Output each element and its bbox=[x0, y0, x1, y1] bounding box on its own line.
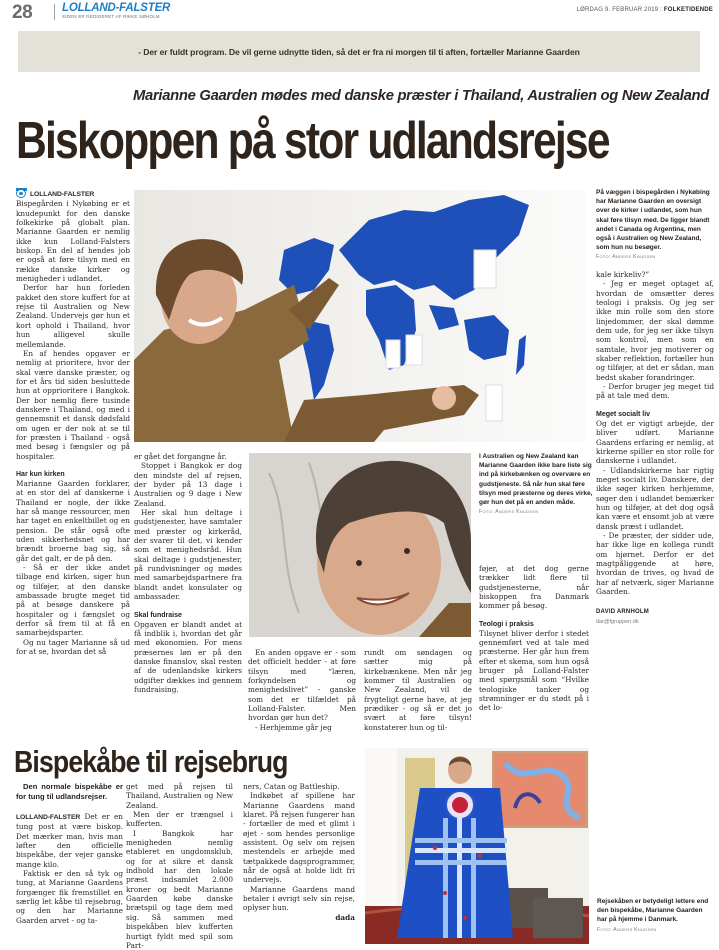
article1-column-4 bbox=[364, 648, 472, 732]
subheading: Har kun kirken bbox=[16, 470, 65, 478]
paragraph: kale kirkeliv?” bbox=[596, 270, 650, 279]
article2-lead: Den normale bispekåbe er for tung til udlandsrejser. bbox=[16, 782, 123, 801]
photo-bishop-portrait bbox=[249, 453, 471, 637]
paragraph: Stoppet i Bangkok er dog den mindste del af rejsen, der byder på 13 dage i Australien og 9 dage i New Zealand. bbox=[134, 461, 242, 508]
article2-headline: Bispekåbe til rejsebrug bbox=[14, 744, 288, 779]
paragraph: Indkøbet af spillene har Marianne Gaardens mand klaret. På rejsen fungerer han - fortæller de med et glimt i øjet - som hendes personlige assistent. Og selv om rejsen mestendels er arbejde med tætpakkede dagsprogrammer, når de også at holde lidt fri undervejs. bbox=[243, 791, 355, 885]
dateline: LOLLAND-FALSTER bbox=[30, 191, 95, 198]
article1-column-1 bbox=[16, 188, 130, 657]
section-logo-icon bbox=[16, 188, 27, 197]
paragraph: Derfor har hun forleden pakket den store kuffert for at rejse til Australien og New Zealand. Undervejs gør hun et kort ophold i Thailand, hvor hun alligevel skulle mellemlande. bbox=[16, 283, 130, 349]
author-signature: dada bbox=[335, 912, 355, 922]
paragraph: I Bangkok har menigheden nemlig etableret en ungdomsklub, og for at sikre et dansk indhold har den lokale præst indsamlet 2.000 kroner og bedt Marianne Gaarden købe danske brætspil og tage dem med sig. Så sammen med bispekåben blev kufferten hurtigt fyldt med spil som Part- bbox=[126, 828, 233, 950]
paragraph: Her skal hun deltage i gudstjenester, have samtaler med præster og kirkeråd, der svarer til det, vi kender som et menighedsråd. Hun skal deltage i gudstjenester, på rundvisninger og mødes med samarbejdspartnere fra blandt andet konsulater og ambassader. bbox=[134, 508, 242, 602]
paragraph: Marianne Gaardens mand betaler i øvrigt selv sin rejse, oplyser hun. bbox=[243, 884, 355, 913]
world-map-photo-illustration bbox=[134, 190, 586, 442]
subheading: Skal fundraise bbox=[134, 611, 182, 619]
pull-quote-bar bbox=[18, 31, 700, 72]
photo-credit: Foto: Anders Knudsen bbox=[597, 926, 657, 933]
paragraph: - Herhjemme går jeg bbox=[255, 722, 332, 732]
paragraph: - De præster, der sidder ude, har ikke lige en kollega rundt om hjørnet. Derfor er det magtpåliggende at høre, hvordan de trives, og hvad de har af netværk, siger Marianne Gaarden. bbox=[596, 530, 714, 596]
dateline: LOLLAND-FALSTER bbox=[16, 814, 81, 821]
paragraph: En anden opgave er - som det officielt hedder - at føre tilsyn med “læren, forkyndelsen og menighedslivet” - ganske som det er tilfældet på Lolland-Falster. Men hvordan gør hun det? bbox=[248, 648, 356, 723]
cape-photo-illustration bbox=[365, 748, 589, 944]
paragraph: - Så er der ikke andet tilbage end kirken, siger hun og tilføjer, at den danske ambassade brugte meget tid på at besøge danskere på hospitaler og i fængslet og derfor så frem til at få en samarbejdsparter. bbox=[16, 563, 130, 638]
lead-paragraph: LOLLAND-FALSTER Bispegården i Nykøbing er et knudepunkt for den danske folkekirke på globalt plan. Marianne Gaarden er nemlig ikke kun Lolland-Falsters biskop. En del af hendes job er også at føre tilsyn med en række danske kirker og menigheder i udlandet. bbox=[16, 188, 130, 283]
publication-name: FOLKETIDENDE bbox=[663, 7, 713, 13]
paragraph: Men der er trængsel i kufferten. bbox=[126, 810, 233, 829]
portrait-photo-illustration bbox=[249, 453, 471, 637]
photo-travel-cape bbox=[365, 748, 589, 944]
article-headline: Biskoppen på stor udlandsrejse bbox=[16, 112, 609, 170]
article1-column-6 bbox=[596, 270, 714, 627]
paragraph: Faktisk er den så tyk og tung, at Marianne Gaardens forgænger fik fremstillet en særlig let kåbe til rejsebrug, og den har Marianne Gaarden arvet - og ta- bbox=[16, 869, 123, 925]
article1-column-3 bbox=[248, 648, 356, 732]
section-name: LOLLAND-FALSTER bbox=[62, 2, 171, 14]
article2-column-1 bbox=[16, 782, 123, 925]
issue-date: LØRDAG 9. FEBRUAR 2019 bbox=[576, 7, 659, 13]
paragraph: - Udlandskirkerne har rigtig meget socialt liv. Danskere, der ikke søger kirken herhjemme, søger den i udlandet bemærker hun og tilføjer, at det dog også kan være et ensomt job at være dansk præst i udlandet. bbox=[596, 465, 714, 531]
article1-column-2 bbox=[134, 452, 242, 694]
paragraph: get med på rejsen til Thailand, Australien og New Zealand. bbox=[126, 782, 233, 810]
subheading: Teologi i praksis bbox=[479, 620, 534, 628]
article-kicker: Marianne Gaarden mødes med danske præster i Thailand, Australien og New Zealand bbox=[132, 88, 709, 104]
lead-paragraph: LOLLAND-FALSTER Det er en tung post at være biskop. Det mærker man, hvis man løfter den officielle bispekåbe, der vejer ganske mange kilo. bbox=[16, 812, 123, 869]
paragraph: - Jeg er meget optaget af, hvordan de omsætter deres teologi i praksis. Og jeg ser ikke min rolle som den store linjedommer, der skal dømme dem ude, for jeg ser ikke tilsyn som kontrol, men som en samtale, hvor jeg motiverer og skaber reflektion, fortæller hun og tilføjer, at det er sådan, man bedst skaber forandringer. bbox=[596, 279, 714, 382]
paragraph: ners, Catan og Battleship. bbox=[243, 782, 340, 791]
date-separator: : bbox=[658, 7, 664, 13]
article2-column-2 bbox=[126, 782, 233, 950]
photo-caption-cape: Rejsekåben er betydeligt lettere end den bispekåbe, Marianne Gaarden har på hjemme i Danmark. Foto: Anders Knudsen bbox=[597, 897, 713, 935]
paragraph: er gået det forgangne år. bbox=[134, 452, 227, 461]
pull-quote-text: - Der er fuldt program. De vil gerne udnytte tiden, så det er fra ni morgen til ti aften, fortæller Marianne Gaarden bbox=[138, 46, 580, 57]
paragraph: Og nu tager Marianne så ud for at se, hvordan det så bbox=[16, 637, 130, 657]
paragraph: Marianne Gaarden forklarer, at en stor del af danskerne i Thailand er nogle, der ikke har så mange ressourcer, men har taget en enkeltbillet og en pension. De står også ofte uden sikkerhedsnet og har brændt broerne bag sig, så går det galt, er de på den. bbox=[16, 478, 130, 563]
editor-line: SIDEN ER REDIGERET AF RIKKE SØHOLM bbox=[62, 14, 160, 19]
paragraph: rundt om søndagen og sætter mig på kirkebænkene. Men når jeg kommer til Australien og New Zealand, vil de frygteligt gerne have, at jeg prædiker - og så er det jo svært at føre tilsyn! konstaterer hun og til- bbox=[364, 648, 472, 732]
paragraph: En af hendes opgaver er nemlig at prioritere, hvor der skal være danske præster, og for et års tid siden besluttede hun at opprioritere i Bangkok. Der bor nemlig flere tusinde danskere i Thailand, og med i gennemsnit et dansk dødsfald om ugen er der nok at se til for præsten i Thailand - også med besøg i fængsler og på hospitaler. bbox=[16, 348, 130, 461]
paragraph: Opgaven er blandt andet at få indblik i, hvordan det går med økonomien. For mens præsernes løn er på den danske finanslov, skal resten af de udenlandske kirkers udgifter dækkes ind gennem fundraising. bbox=[134, 619, 242, 694]
photo-caption-map: På væggen i bispegården i Nykøbing har Marianne Gaarden en oversigt over de kirker i udlandet, som hun skal føre tilsyn med. De ligger blandt andet i Canada og Argentina, men også i Australien og New Zealand, som hun nu besøger. Foto: Anders Knudsen bbox=[596, 188, 714, 263]
photo-credit: Foto: Anders Knudsen bbox=[596, 254, 656, 261]
date-line bbox=[577, 7, 713, 13]
article2-column-3 bbox=[243, 782, 355, 922]
subheading: Meget socialt liv bbox=[596, 410, 651, 418]
photo-bishop-world-map bbox=[134, 190, 586, 442]
author-email[interactable]: dar@fgruppen.dk bbox=[596, 618, 639, 625]
author-byline: DAVID ARNHOLM bbox=[596, 609, 649, 616]
photo-caption-portrait: I Australien og New Zealand kan Marianne Gaarden ikke bare liste sig ind på kirkebænken og overvære en gudstjeneste. Så når hun skal føre tilsyn med præsterne og deres virke, gør hun det på en anden måde. Foto: Anders Knudsen bbox=[479, 452, 595, 517]
photo-credit: Foto: Anders Knudsen bbox=[479, 509, 539, 516]
paragraph: Og det er vigtigt arbejde, der bliver udført. Marianne Gaardens erfaring er nemlig, at kirkerne spiller en stor rolle for danskerne i udlandet. bbox=[596, 418, 714, 466]
header-divider bbox=[54, 4, 55, 20]
article1-column-5 bbox=[479, 564, 589, 713]
paragraph: - Derfor bruger jeg meget tid på at tale med dem. bbox=[596, 382, 714, 401]
paragraph: føjer, at det dog gerne trækker lidt flere til gudstjenesterne, når biskoppen fra Danmark kommer på besøg. bbox=[479, 564, 589, 611]
paragraph: Tilsynet bliver derfor i stedet gennemført ved at tale med præsterne. Her går hun frem efter et skema, som hun også bruger på Lolland-Falster med spørgsmål som “Hvilke teologiske tanker og strømninger er du stødt på i det lo- bbox=[479, 628, 589, 713]
page-number: 28 bbox=[12, 2, 33, 23]
